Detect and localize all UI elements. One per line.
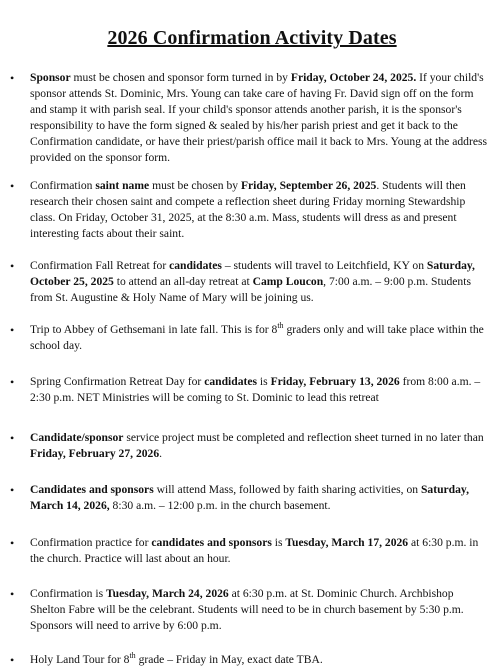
list-item-text	[30, 374, 490, 406]
body-text: . Students will then research their chosen saint and compete a reflection sheet during Friday morning Stewardship class. On Friday, October 31, 2025, at the 8:30 a.m. Mass, students will dress as and present interesting facts about their saint.	[30, 179, 466, 240]
body-text: Confirmation is	[30, 587, 106, 600]
bold-text: Tuesday, March 17, 2026	[285, 536, 409, 549]
superscript-text: th	[129, 651, 136, 661]
body-text: from 8:00 a.m. – 2:30 p.m. NET Ministries will be coming to St. Dominic to lead this retreat	[30, 375, 481, 404]
list-item	[10, 652, 490, 668]
list-item	[10, 482, 490, 514]
body-text: at 6:30 p.m. at St. Dominic Church. Archbishop Shelton Fabre will be the celebrant. Students will need to be in church basement by 5:30 p.m. Sponsors will need to arrive by 6:00 p.m.	[30, 587, 464, 632]
body-text: will attend Mass, followed by faith sharing activities, on	[153, 483, 421, 496]
body-text: graders only and will take place within the school day.	[30, 323, 484, 352]
body-text: If your child's sponsor attends St. Dominic, Mrs. Young can take care of having Fr. David sign off on the form and stamp it with parish seal. If your child's sponsor attends another parish, it is the sponsor's responsibility to have the form signed & sealed by his/her parish priest and get it back to the Confirmation candidate, or have their priest/parish office mail it back to Mrs. Young at the address provided on the sponsor form.	[30, 71, 487, 164]
body-text: is	[257, 375, 271, 388]
body-text: Trip to Abbey of Gethsemani in late fall. This is for 8	[30, 323, 278, 336]
bullet-icon: •	[10, 587, 15, 601]
list-item-text	[30, 322, 490, 354]
bold-text: Friday, February 13, 2026	[270, 375, 400, 388]
body-text: Confirmation	[30, 179, 96, 192]
bold-text: Tuesday, March 24, 2026	[106, 587, 229, 600]
bullet-icon: •	[10, 431, 15, 445]
bold-text: candidates	[169, 259, 222, 272]
body-text: , 7:00 a.m. – 9:00 p.m. Students from St. Augustine & Holy Name of Mary will be joining us.	[30, 275, 471, 304]
body-text: at 6:30 p.m. in the church. Practice will last about an hour.	[30, 536, 479, 565]
list-item-text	[30, 430, 490, 462]
list-item-text	[30, 178, 490, 242]
bold-text: Saturday, October 25, 2025	[30, 259, 475, 288]
body-text: .	[159, 447, 163, 460]
page-title: 2026 Confirmation Activity Dates	[107, 27, 397, 50]
list-item-text	[30, 258, 490, 306]
body-text: service project must be completed and reflection sheet turned in no later than	[123, 431, 484, 444]
bullet-icon: •	[10, 536, 15, 550]
list-item	[10, 430, 490, 462]
body-text: Spring Confirmation Retreat Day for	[30, 375, 205, 388]
list-item	[10, 258, 490, 306]
bold-text: candidates and sponsors	[151, 536, 272, 549]
bullet-icon: •	[10, 653, 15, 667]
list-item	[10, 322, 490, 354]
list-item-text	[30, 535, 490, 567]
bold-text: Candidate/sponsor	[30, 431, 124, 444]
list-item	[10, 374, 490, 406]
bullet-icon: •	[10, 259, 15, 273]
list-item	[10, 70, 490, 166]
list-item	[10, 535, 490, 567]
bold-text: Sponsor	[30, 71, 71, 84]
list-item	[10, 178, 490, 242]
bold-text: Friday, February 27, 2026	[30, 447, 160, 460]
body-text: must be chosen and sponsor form turned in by	[70, 71, 291, 84]
bold-text: Friday, September 26, 2025	[240, 179, 377, 192]
bold-text: candidates	[204, 375, 258, 388]
bold-text: Friday, October 24, 2025.	[290, 71, 417, 84]
body-text: – students will travel to Leitchfield, KY on	[221, 259, 427, 272]
bold-text: saint name	[95, 179, 150, 192]
body-text: must be chosen by	[149, 179, 241, 192]
list-item-text	[30, 586, 490, 634]
bullet-icon: •	[10, 323, 15, 337]
list-item-text	[30, 70, 490, 166]
bullet-icon: •	[10, 483, 15, 497]
superscript-text: th	[277, 321, 284, 331]
bold-text: Candidates and sponsors	[30, 483, 154, 496]
body-text: Confirmation practice for	[30, 536, 152, 549]
list-item	[10, 586, 490, 634]
body-text: 8:30 a.m. – 12:00 p.m. in the church basement.	[109, 499, 331, 512]
body-text: Holy Land Tour for 8	[30, 653, 130, 666]
bullet-icon: •	[10, 375, 15, 389]
body-text: to attend an all-day retreat at	[113, 275, 253, 288]
list-item-text	[30, 652, 490, 668]
body-text: Confirmation Fall Retreat for	[30, 259, 170, 272]
bullet-icon: •	[10, 179, 15, 193]
bullet-icon: •	[10, 71, 15, 85]
body-text: grade – Friday in May, exact date TBA.	[135, 653, 323, 666]
bold-text: Camp Loucon	[252, 275, 324, 288]
body-text: is	[271, 536, 286, 549]
bold-text: Saturday, March 14, 2026,	[30, 483, 469, 512]
list-item-text	[30, 482, 490, 514]
